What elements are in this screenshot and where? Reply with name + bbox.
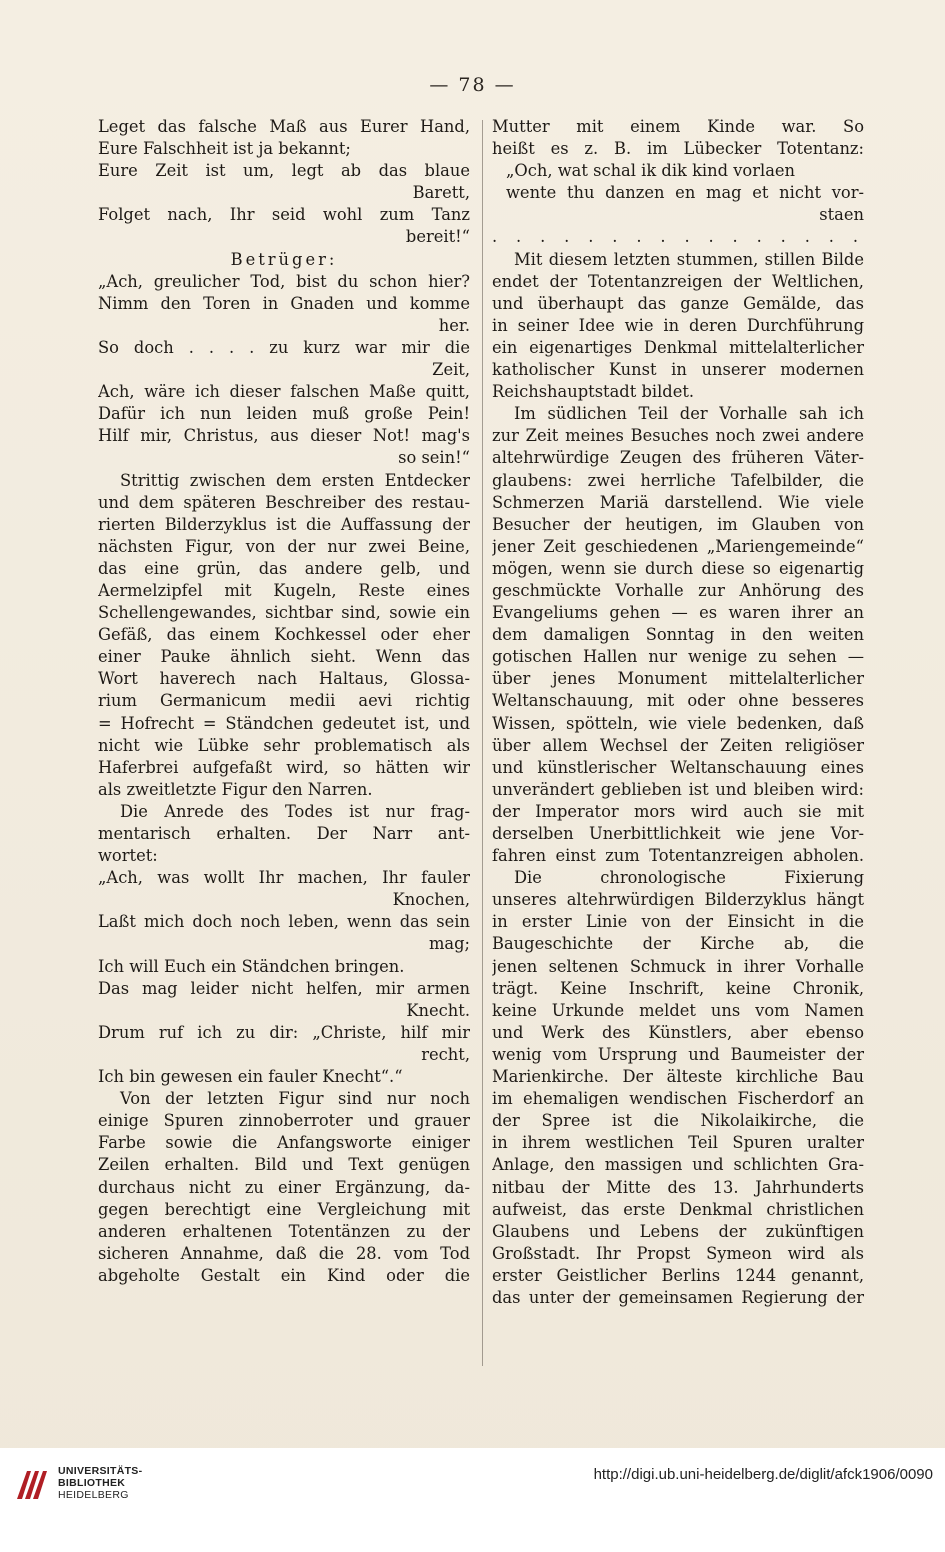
right-text-column [492,116,864,1366]
text-line: und Werk des Künstlers, aber ebenso [492,1022,864,1042]
text-line: Zeit, [432,360,470,380]
text-line: endet der Totentanzreigen der Weltlichen, [492,271,864,291]
column-divider [482,120,483,1366]
left-text-column [98,116,470,1366]
text-line: staen [819,205,864,225]
text-line: Zeilen erhalten. Bild und Text genügen [98,1155,470,1175]
text-line: als zweitletzte Figur den Narren. [98,779,373,799]
text-line: „Ach, greulicher Tod, bist du schon hier? [98,271,470,291]
text-line: rium Germanicum medii aevi richtig [98,691,470,711]
text-line: das unter der gemeinsamen Regierung der [492,1287,864,1307]
text-line: bereit!“ [405,227,470,247]
text-line: Ach, wäre ich dieser falschen Maße quitt, [98,382,470,402]
text-line: Marienkirche. Der älteste kirchliche Bau [492,1067,864,1087]
text-line: Eure Falschheit ist ja bekannt; [98,139,351,159]
text-line: mögen, wenn sie durch diese so eigenartig [492,558,864,578]
text-line: und dem späteren Beschreiber des restau- [98,492,470,512]
text-line: Schellengewandes, sichtbar sind, sowie ein [98,603,470,623]
text-line: Weltanschauung, mit oder ohne besseres [492,691,864,711]
text-line: Strittig zwischen dem ersten Entdecker [120,470,470,490]
text-line: in ihrem westlichen Teil Spuren uralter [492,1133,864,1153]
text-line: wortet: [98,846,158,866]
text-line: im ehemaligen wendischen Fischerdorf an [492,1089,864,1109]
text-line: erster Geistlicher Berlins 1244 genannt, [492,1265,864,1285]
library-name-line-2: BIBLIOTHEK [58,1477,126,1489]
text-line: das eine grün, das andere gelb, und [98,558,470,578]
text-line: einige Spuren zinnoberroter und grauer [98,1111,470,1131]
text-line: Baugeschichte der Kirche ab, die [492,934,864,954]
text-line: Die chronologische Fixierung [514,868,864,888]
text-line: Wort haverech nach Haltaus, Glossa- [98,669,470,689]
text-line: nitbau der Mitte des 13. Jahrhunderts [492,1177,864,1197]
text-line: katholischer Kunst in unserer modernen [492,360,864,380]
university-library-logo-icon [14,1466,50,1502]
text-line: geschmückte Vorhalle zur Anhörung des [492,580,864,600]
text-line: Drum ruf ich zu dir: „Christe, hilf mir [98,1022,470,1042]
text-line: Schmerzen Mariä darstellend. Wie viele [492,492,864,512]
text-line: Mit diesem letzten stummen, stillen Bilde [514,249,864,269]
text-line: Anlage, den massigen und schlichten Gra- [492,1155,864,1175]
text-line: Evangeliums gehen — es waren ihrer an [492,603,864,623]
text-line: unverändert geblieben ist und bleiben wird: [492,779,864,799]
text-line: heißt es z. B. im Lübecker Totentanz: [492,139,864,159]
text-line: durchaus nicht zu einer Ergänzung, da- [98,1177,470,1197]
text-line: abgeholte Gestalt ein Kind oder die [98,1265,470,1285]
text-line: zur Zeit meines Besuches noch zwei andere [492,426,864,446]
text-line: Haferbrei aufgefaßt wird, so hätten wir [98,757,470,777]
source-url[interactable]: http://digi.ub.uni-heidelberg.de/diglit/afck1906/0090 [593,1466,933,1483]
text-line: Dafür ich nun leiden muß große Pein! [98,404,470,424]
library-name-line-1: UNIVERSITÄTS- [58,1465,143,1477]
text-line: in seiner Idee wie in deren Durchführung [492,315,864,335]
text-line: trägt. Keine Inschrift, keine Chronik, [492,978,864,998]
library-name-line-3: HEIDELBERG [58,1489,129,1501]
text-line: jenen seltenen Schmuck in ihrer Vorhalle [492,956,864,976]
text-line: Gefäß, das einem Kochkessel oder eher [98,625,470,645]
text-line: Nimm den Toren in Gnaden und komme [98,293,470,313]
text-line: Mutter mit einem Kinde war. So [492,117,864,136]
page-number: — 78 — [429,74,516,96]
text-line: dem damaligen Sonntag in den weiten [492,625,864,645]
text-line: recht, [421,1044,470,1064]
library-name [58,1465,142,1501]
text-line: Folget nach, Ihr seid wohl zum Tanz [98,205,470,225]
text-line: Großstadt. Ihr Propst Symeon wird als [492,1243,864,1263]
text-line: Ich bin gewesen ein fauler Knecht“.“ [98,1067,403,1087]
text-line: nächsten Figur, von der nur zwei Beine, [98,536,470,556]
text-line: unseres altehrwürdigen Bilderzyklus hängt [492,890,864,910]
text-line: der Spree ist die Nikolaikirche, die [492,1111,864,1131]
text-line: = Hofrecht = Ständchen gedeutet ist, und [98,713,470,733]
text-line: Im südlichen Teil der Vorhalle sah ich [514,404,864,424]
text-line: mentarisch erhalten. Der Narr ant- [98,824,470,843]
text-line: altehrwürdige Zeugen des früheren Väter- [492,448,864,468]
text-line: rierten Bilderzyklus ist die Auffassung der [98,514,470,534]
text-line: fahren einst zum Totentanzreigen abholen. [492,846,864,866]
text-line: derselben Unerbittlichkeit wie jene Vor- [492,824,864,843]
text-line: anderen erhaltenen Totentänzen zu der [98,1221,470,1241]
text-line: jener Zeit geschiedenen „Mariengemeinde“ [492,536,864,556]
text-line: Barett, [412,183,470,203]
text-line: Von der letzten Figur sind nur noch [120,1089,470,1109]
text-line: So doch . . . . zu kurz war mir die [98,337,470,357]
text-line: Knochen, [392,890,470,910]
text-line: gegen berechtigt eine Vergleichung mit [98,1199,470,1219]
text-line: Knecht. [406,1000,470,1020]
text-line: der Imperator mors wird auch sie mit [492,801,864,821]
text-line: Das mag leider nicht helfen, mir armen [98,978,470,998]
text-line: in erster Linie von der Einsicht in die [492,912,864,932]
text-line: über jenes Monument mittelalterlicher [492,669,864,689]
text-line: Besucher der heutigen, im Glauben von [492,514,864,534]
text-line: her. [438,315,470,335]
text-line: Glaubens und Lebens der zukünftigen [492,1221,864,1241]
footer-bar [0,1448,945,1552]
text-line: „Ach, was wollt Ihr machen, Ihr fauler [98,868,470,888]
text-line: keine Urkunde meldet uns vom Namen [492,1000,864,1020]
text-line: sicheren Annahme, daß die 28. vom Tod [98,1243,470,1263]
text-line: und überhaupt das ganze Gemälde, das [492,293,864,313]
text-line: wenig vom Ursprung und Baumeister der [492,1044,864,1064]
text-line: Betrüger: [230,249,338,269]
text-line: wente thu danzen en mag et nicht vor- [506,183,864,203]
text-line: Die Anrede des Todes ist nur frag- [120,801,470,821]
text-line: Farbe sowie die Anfangsworte einiger [98,1133,470,1153]
text-line: Hilf mir, Christus, aus dieser Not! mag's [98,426,470,446]
text-line: Wissen, spötteln, wie viele bedenken, daß [492,713,864,733]
text-line: so sein!“ [398,448,470,468]
text-line: ein eigenartiges Denkmal mittelalterlicher [492,337,864,357]
text-line: Eure Zeit ist um, legt ab das blaue [98,161,470,181]
text-line: einer Pauke ähnlich sieht. Wenn das [98,647,470,667]
text-line: nicht wie Lübke sehr problematisch als [98,735,470,755]
text-line: aufweist, das erste Denkmal christlichen [492,1199,864,1219]
text-line: Aermelzipfel mit Kugeln, Reste eines [98,580,470,600]
text-line: Reichshauptstadt bildet. [492,382,695,402]
text-line: „Och, wat schal ik dik kind vorlaen [506,161,796,181]
text-line: mag; [428,934,470,954]
text-line: und künstlerischer Weltanschauung eines [492,757,864,777]
text-line: Ich will Euch ein Ständchen bringen. [98,956,405,976]
text-line: Laßt mich doch noch leben, wenn das sein [98,912,470,932]
text-line: . . . . . . . . . . . . . . . . [492,227,864,247]
text-line: gotischen Hallen nur wenige zu sehen — [492,647,864,667]
text-line: über allem Wechsel der Zeiten religiöser [492,735,864,755]
text-line: Leget das falsche Maß aus Eurer Hand, [98,117,470,136]
text-line: glaubens: zwei herrliche Tafelbilder, die [492,470,864,490]
